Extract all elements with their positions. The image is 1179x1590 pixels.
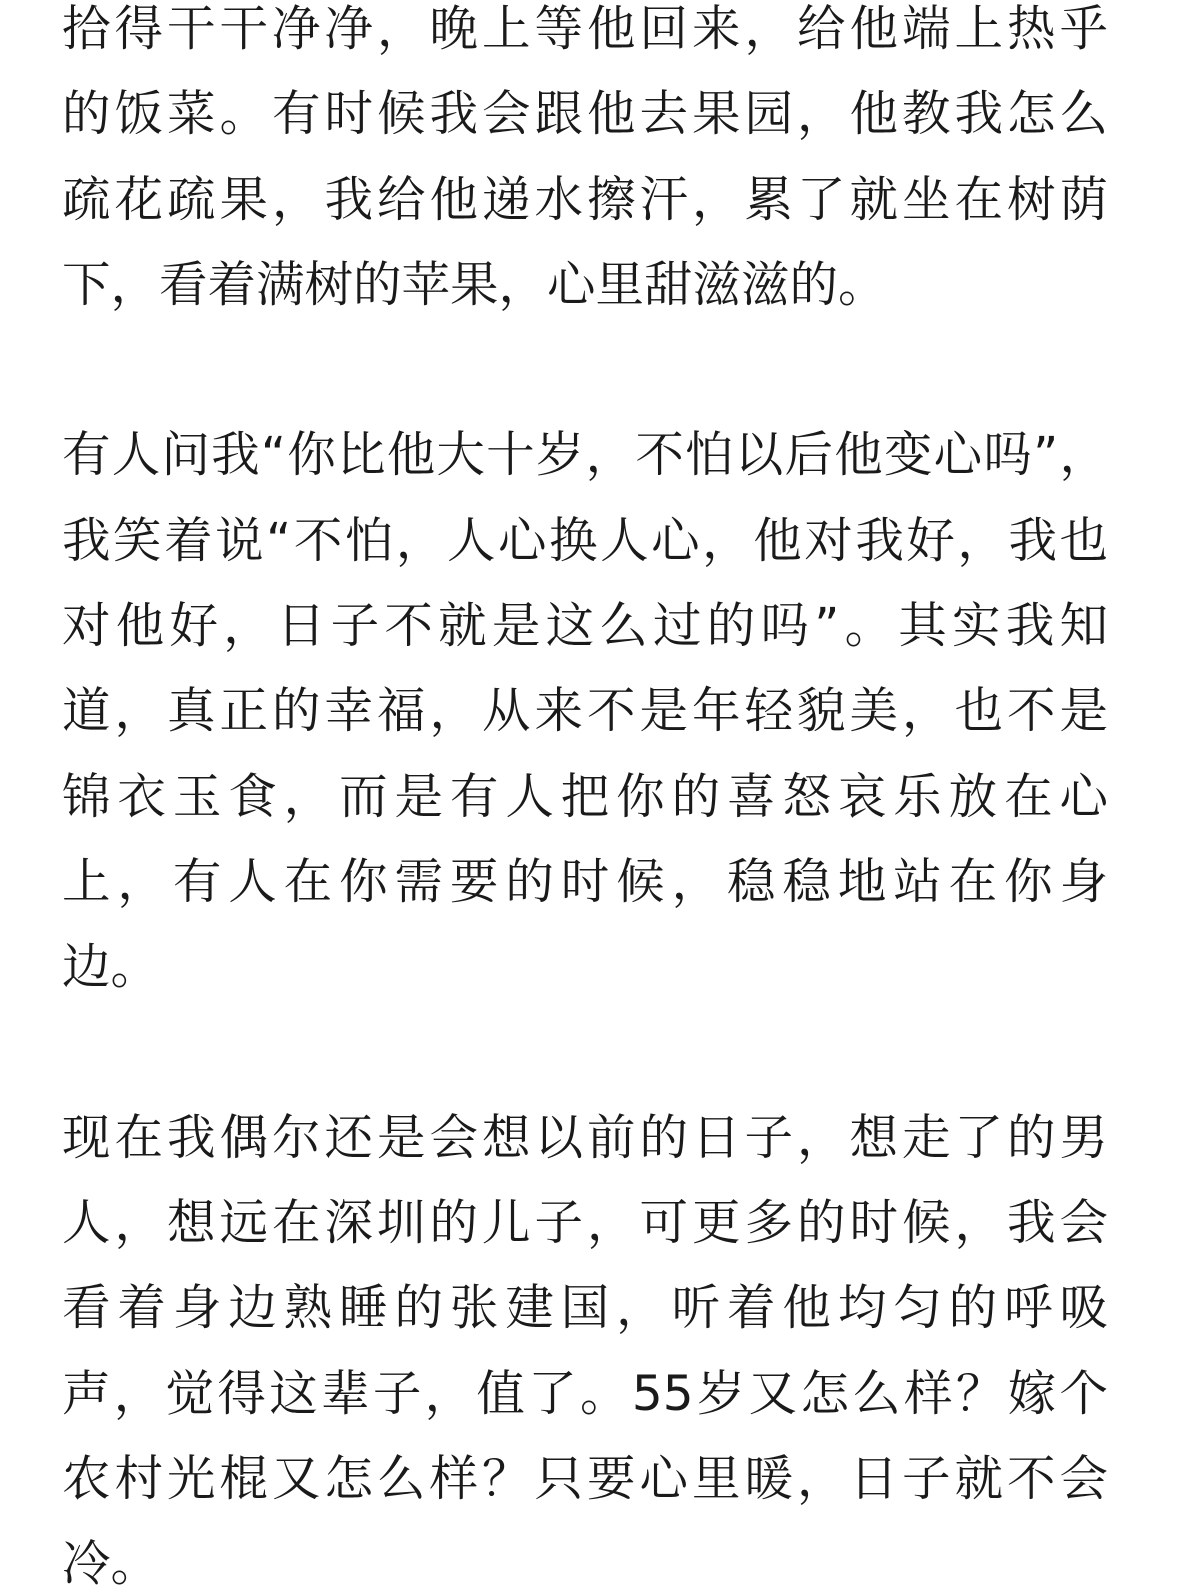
text-line: 的饭菜。有时候我会跟他去果园，他教我怎么: [62, 86, 1108, 143]
text-line: 拾得干干净净，晚上等他回来，给他端上热乎: [62, 1, 1108, 57]
text-line: 农村光棍又怎么样？只要心里暖，日子就不会: [62, 1451, 1108, 1508]
text-line: 道，真正的幸福，从来不是年轻貌美，也不是: [62, 683, 1108, 740]
text-line: 看着身边熟睡的张建国，听着他均匀的呼吸: [62, 1280, 1108, 1337]
paragraph-2: [62, 413, 1108, 1010]
text-line: 下，看着满树的苹果，心里甜滋滋的。: [62, 256, 887, 313]
text-line: 冷。: [62, 1536, 160, 1590]
article-body: [62, 0, 1108, 1590]
text-line: 人，想远在深圳的儿子，可更多的时候，我会: [62, 1195, 1108, 1252]
text-line: 现在我偶尔还是会想以前的日子，想走了的男: [62, 1109, 1108, 1166]
text-line: 有人问我“你比他大十岁，不怕以后他变心吗”，: [62, 427, 1108, 484]
text-line: 上，有人在你需要的时候，稳稳地站在你身: [62, 853, 1108, 910]
text-line: 边。: [62, 939, 160, 996]
text-line: 我笑着说“不怕，人心换人心，他对我好，我也: [62, 512, 1108, 569]
paragraph-3: [62, 1096, 1108, 1590]
text-line: 疏花疏果，我给他递水擦汗，累了就坐在树荫: [62, 171, 1108, 228]
text-line: 对他好，日子不就是这么过的吗”。其实我知: [62, 598, 1108, 655]
text-line: 锦衣玉食，而是有人把你的喜怒哀乐放在心: [62, 768, 1108, 825]
paragraph-1: [62, 0, 1108, 328]
text-line: 声，觉得这辈子，值了。55岁又怎么样？嫁个: [62, 1365, 1108, 1422]
